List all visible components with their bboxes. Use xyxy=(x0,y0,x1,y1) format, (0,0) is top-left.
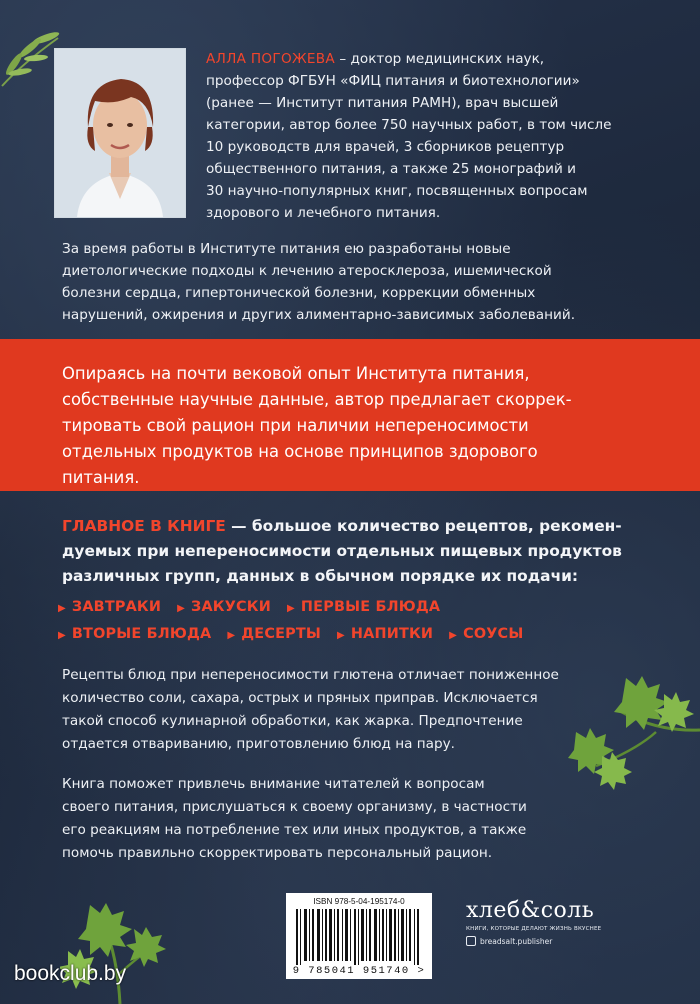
publisher-handle-row xyxy=(466,936,606,946)
main-line: различных групп, данных в обычном порядке их подачи: xyxy=(62,567,579,585)
author-name: АЛЛА ПОГОЖЕВА xyxy=(206,51,336,67)
para-line: количество соли, сахара, острых и пряных приправ. Исключается xyxy=(62,690,538,706)
para-line: отдается отвариванию, приготовлению блюд на пару. xyxy=(62,736,455,752)
category-row-2 xyxy=(58,626,658,642)
barcode-number: 9 785041 951740 > xyxy=(292,965,426,977)
triangle-bullet-icon: ▶ xyxy=(58,603,66,614)
category-item xyxy=(58,599,161,615)
instagram-icon xyxy=(466,936,476,946)
bio-line: профессор ФГБУН «ФИЦ питания и биотехнологии» xyxy=(206,73,580,89)
gluten-paragraph xyxy=(62,664,622,756)
watermark: bookclub.by xyxy=(14,962,127,985)
category-item xyxy=(227,626,321,642)
isbn-text: ISBN 978-5-04-195174-0 xyxy=(313,897,405,906)
triangle-bullet-icon: ▶ xyxy=(58,630,66,641)
triangle-bullet-icon: ▶ xyxy=(227,630,236,641)
publisher-tagline: КНИГИ, КОТОРЫЕ ДЕЛАЮТ ЖИЗНЬ ВКУСНЕЕ xyxy=(466,926,602,932)
para-line: Книга поможет привлечь внимание читателей к вопросам xyxy=(62,776,485,792)
para-line: своего питания, прислушаться к своему организму, в частности xyxy=(62,799,527,815)
barcode-icon xyxy=(296,909,422,965)
main-highlight: ГЛАВНОЕ В КНИГЕ xyxy=(62,517,226,535)
category-label: ЗАВТРАКИ xyxy=(71,599,162,615)
work-line: болезни сердца, гипертонической болезни, коррекции обменных xyxy=(62,285,536,301)
bio-line: здорового и лечебного питания. xyxy=(206,205,441,221)
main-in-book xyxy=(62,514,672,589)
para-line: помочь правильно скорректировать персональный рацион. xyxy=(62,845,493,861)
band-line: питания. xyxy=(62,468,140,487)
category-item xyxy=(287,599,440,615)
work-line: нарушений, ожирения и других алиментарно-зависимых заболеваний. xyxy=(62,307,576,323)
category-label: НАПИТКИ xyxy=(350,626,434,642)
category-item xyxy=(177,599,271,615)
work-description xyxy=(62,238,662,326)
category-item xyxy=(58,626,211,642)
category-label: ПЕРВЫЕ БЛЮДА xyxy=(300,599,441,615)
isbn-barcode xyxy=(286,893,432,979)
publisher-handle: breadsalt.publisher xyxy=(480,936,553,946)
triangle-bullet-icon: ▶ xyxy=(449,630,458,641)
category-row-1 xyxy=(58,599,658,615)
publisher-logo xyxy=(466,898,606,946)
herb-sprig-top-left xyxy=(0,24,62,94)
para-line: Рецепты блюд при непереносимости глютена отличает пониженное xyxy=(62,667,559,683)
main-line: — большое количество рецептов, рекомен- xyxy=(225,517,622,535)
category-item xyxy=(337,626,433,642)
triangle-bullet-icon: ▶ xyxy=(177,603,186,614)
author-bio xyxy=(206,48,676,224)
bio-line: (ранее — Институт питания РАМН), врач высшей xyxy=(206,95,559,111)
bio-line: общественного питания, а также 25 монографий и xyxy=(206,161,577,177)
category-label: ДЕСЕРТЫ xyxy=(241,626,321,642)
main-line: дуемых при непереносимости отдельных пищевых продуктов xyxy=(62,542,622,560)
category-label: ВТОРЫЕ БЛЮДА xyxy=(71,626,212,642)
author-photo xyxy=(54,48,186,218)
category-label: ЗАКУСКИ xyxy=(191,599,272,615)
parsley-sprig-right xyxy=(556,670,700,790)
work-line: диетологические подходы к лечению атеросклероза, ишемической xyxy=(62,263,552,279)
work-line: За время работы в Институте питания ею разработаны новые xyxy=(62,241,511,257)
triangle-bullet-icon: ▶ xyxy=(336,630,345,641)
parsley-sprig-bottom-left xyxy=(60,895,170,1004)
band-line: тировать свой рацион при наличии непереносимости xyxy=(62,416,529,435)
bio-line: категории, автор более 750 научных работ, в том числе xyxy=(206,117,612,133)
band-line: собственные научные данные, автор предлагает скоррек- xyxy=(62,390,572,409)
bio-line: 30 научно-популярных книг, посвященных вопросам xyxy=(206,183,588,199)
band-line: Опираясь на почти вековой опыт Института питания, xyxy=(62,364,530,383)
bio-line: – доктор медицинских наук, xyxy=(335,51,545,67)
bio-line: 10 руководств для врачей, 3 сборников рецептур xyxy=(206,139,565,155)
band-text xyxy=(62,361,662,491)
band-line: отдельных продуктов на основе принципов здорового xyxy=(62,442,538,461)
category-item xyxy=(449,626,523,642)
publisher-name: хлеб&соль xyxy=(466,898,595,923)
para-line: такой способ кулинарной обработки, как жарка. Предпочтение xyxy=(62,713,523,729)
category-label: СОУСЫ xyxy=(463,626,524,642)
triangle-bullet-icon: ▶ xyxy=(287,603,295,614)
para-line: его реакциям на потребление тех или иных продуктов, а также xyxy=(62,822,527,838)
